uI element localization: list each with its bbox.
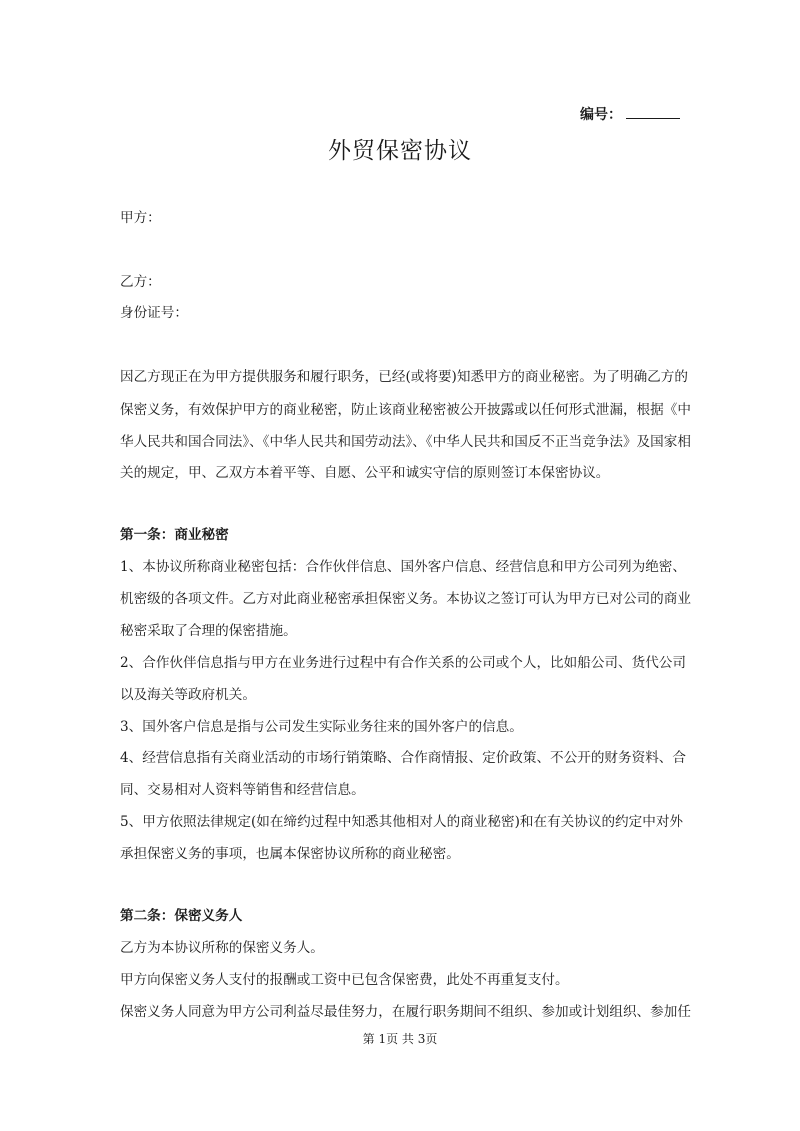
article-2-line: 保密义务人同意为甲方公司利益尽最佳努力，在履行职务期间不组织、参加或计划组织、参加任 — [120, 1004, 691, 1020]
article-1-line: 1、本协议所称商业秘密包括：合作伙伴信息、国外客户信息、经营信息和甲方公司列为绝密、 — [120, 559, 686, 575]
article-2-line: 甲方向保密义务人支付的报酬或工资中已包含保密费，此处不再重复支付。 — [120, 972, 569, 988]
preamble-line: 因乙方现正在为甲方提供服务和履行职务，已经(或将要)知悉甲方的商业秘密。为了明确乙方的 — [120, 369, 688, 385]
article-1-line: 2、合作伙伴信息指与甲方在业务进行过程中有合作关系的公司或个人，比如船公司、货代公司 — [120, 655, 686, 671]
article-2-heading: 第二条：保密义务人 — [120, 908, 243, 924]
article-1-line: 同、交易相对人资料等销售和经营信息。 — [120, 782, 365, 798]
document-number-blank — [626, 104, 680, 119]
preamble-line: 保密义务，有效保护甲方的商业秘密，防止该商业秘密被公开披露或以任何形式泄漏，根据《中 — [120, 402, 691, 418]
article-1-line: 机密级的各项文件。乙方对此商业秘密承担保密义务。本协议之签订可认为甲方已对公司的商业 — [120, 591, 691, 607]
article-1-line: 5、甲方依照法律规定(如在缔约过程中知悉其他相对人的商业秘密)和在有关协议的约定中对外 — [120, 814, 684, 830]
preamble-line: 关的规定，甲、乙双方本着平等、自愿、公平和诚实守信的原则签订本保密协议。 — [120, 465, 610, 481]
id-number-label: 身份证号： — [120, 305, 188, 321]
document-number-field — [580, 104, 680, 125]
preamble-line: 华人民共和国合同法》、《中华人民共和国劳动法》、《中华人民共和国反不正当竞争法》及国家相 — [120, 434, 691, 450]
document-title: 外贸保密协议 — [328, 138, 472, 164]
party-a-label: 甲方： — [120, 210, 161, 226]
party-b-label: 乙方： — [120, 274, 161, 290]
article-2-line: 乙方为本协议所称的保密义务人。 — [120, 940, 324, 956]
article-1-heading: 第一条：商业秘密 — [120, 527, 229, 543]
article-1-line: 秘密采取了合理的保密措施。 — [120, 623, 297, 639]
article-1-line: 3、国外客户信息是指与公司发生实际业务往来的国外客户的信息。 — [120, 719, 523, 735]
page-footer: 第 1页 共 3页 — [362, 1032, 438, 1046]
article-1-line: 以及海关等政府机关。 — [120, 687, 256, 703]
article-1-line: 承担保密义务的事项，也属本保密协议所称的商业秘密。 — [120, 846, 460, 862]
document-number-label: 编号： — [580, 107, 622, 123]
article-1-line: 4、经营信息指有关商业活动的市场行销策略、合作商情报、定价政策、不公开的财务资料、合 — [120, 750, 686, 766]
